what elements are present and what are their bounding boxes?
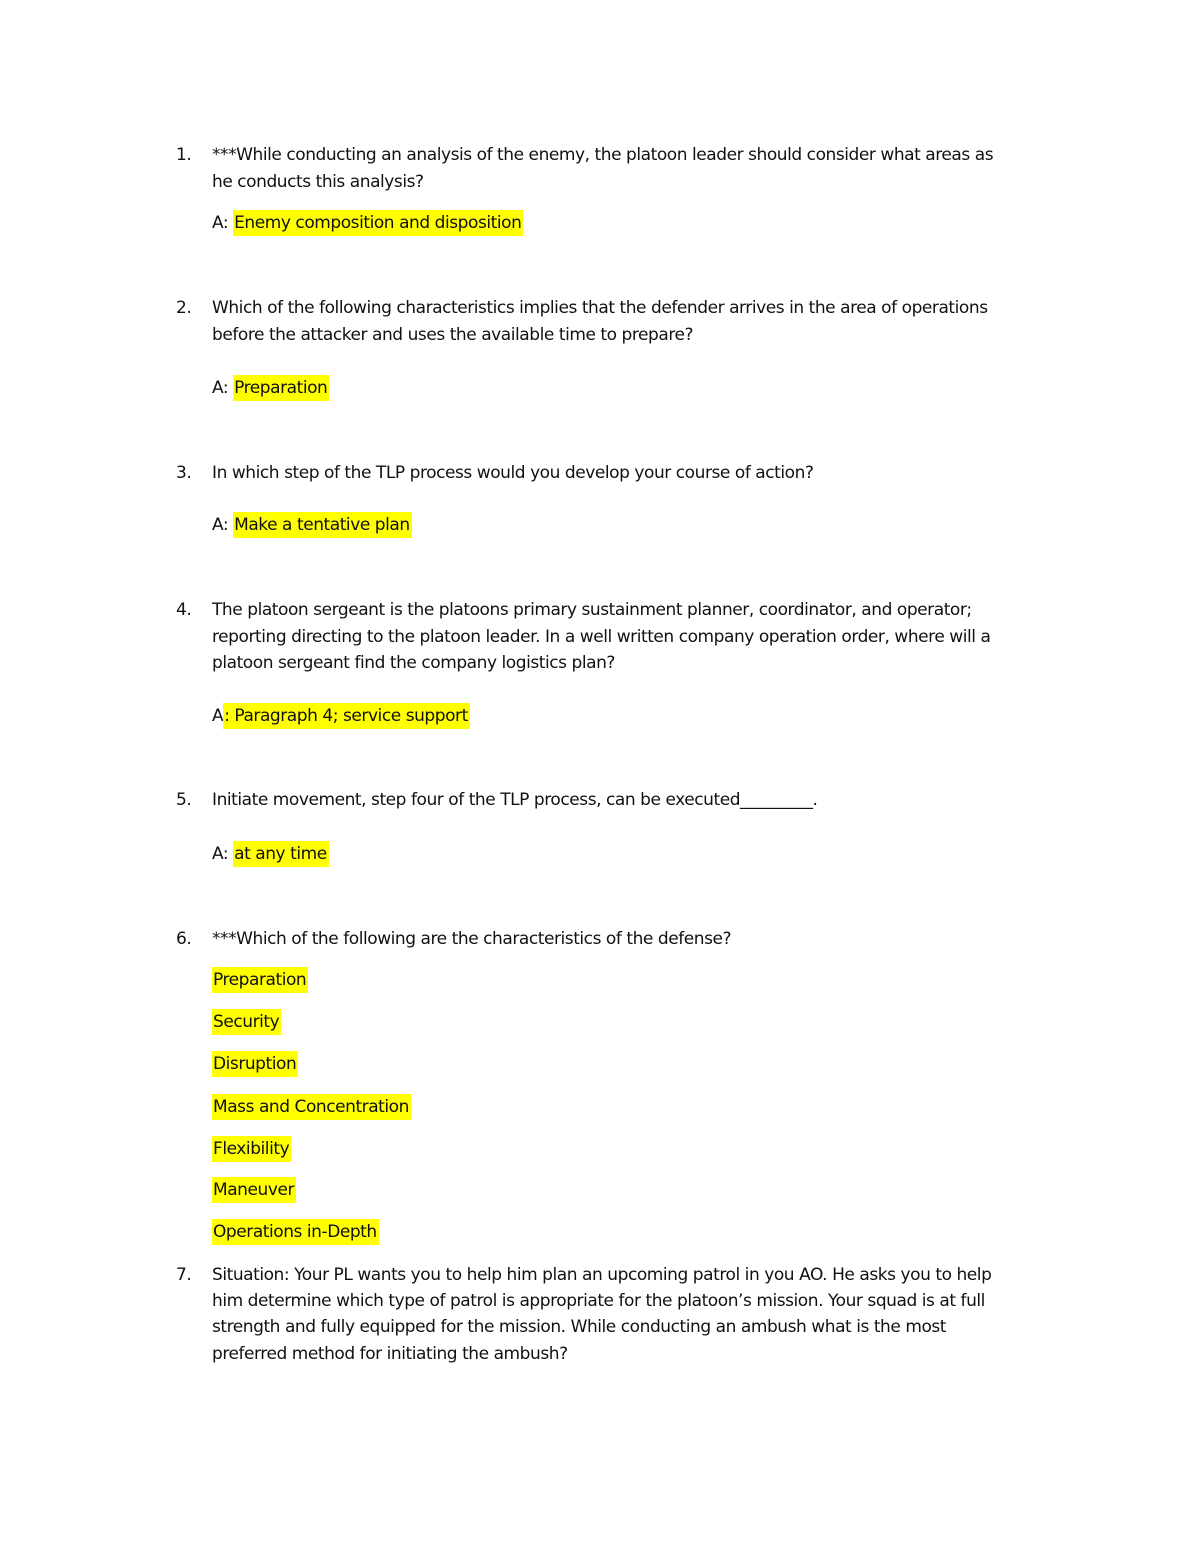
question-text-line: The platoon sergeant is the platoons primary sustainment planner, coordinator, and operator; [212,600,972,620]
highlighted-answer: Mass and Concentration [212,1094,411,1120]
question-text-line: strength and fully equipped for the mission. While conducting an ambush what is the most [212,1317,947,1337]
question-number: 2. [176,298,192,318]
answer-line [212,706,470,726]
question-text-line: reporting directing to the platoon leader. In a well written company operation order, where will a [212,627,991,647]
question-text-line: Which of the following characteristics implies that the defender arrives in the area of operations [212,298,988,318]
question-number: 3. [176,463,192,483]
question-text-line: Situation: Your PL wants you to help him plan an upcoming patrol in you AO. He asks you to help [212,1265,992,1285]
answer-item [212,1139,291,1159]
answer-line [212,515,412,535]
question-text-line: In which step of the TLP process would you develop your course of action? [212,463,814,483]
highlighted-answer: Preparation [233,375,329,401]
answer-prefix: A: [212,213,234,233]
question-text-line: preferred method for initiating the ambush? [212,1344,568,1364]
question-text-line: he conducts this analysis? [212,172,424,192]
question-text-line: him determine which type of patrol is appropriate for the platoon’s mission. Your squad is at full [212,1291,985,1311]
highlighted-answer: Flexibility [212,1136,291,1162]
question-number: 7. [176,1265,192,1285]
answer-item [212,1180,296,1200]
question-number: 5. [176,790,192,810]
answer-prefix: A [212,706,224,726]
answer-prefix: A: [212,515,234,535]
answer-prefix: A: [212,844,234,864]
question-text-line: ***While conducting an analysis of the enemy, the platoon leader should consider what areas as [212,145,994,165]
answer-item [212,1012,281,1032]
answer-prefix: A: [212,378,234,398]
question-number: 6. [176,929,192,949]
question-text-line: before the attacker and uses the available time to prepare? [212,325,694,345]
highlighted-answer: Security [212,1009,281,1035]
question-text-line: ***Which of the following are the characteristics of the defense? [212,929,732,949]
answer-line [212,378,329,398]
highlighted-answer: Preparation [212,967,308,993]
highlighted-answer: Make a tentative plan [233,512,412,538]
answer-item [212,1054,298,1074]
highlighted-answer: : Paragraph 4; service support [223,703,470,729]
highlighted-answer: Operations in-Depth [212,1219,379,1245]
question-text-line: platoon sergeant find the company logistics plan? [212,653,615,673]
question-text-line: Initiate movement, step four of the TLP process, can be executed_________. [212,790,818,810]
question-number: 1. [176,145,192,165]
highlighted-answer: Disruption [212,1051,298,1077]
answer-item [212,1097,411,1117]
answer-line [212,213,523,233]
answer-item [212,1222,379,1242]
highlighted-answer: at any time [233,841,329,867]
highlighted-answer: Enemy composition and disposition [233,210,523,236]
answer-item [212,970,308,990]
question-number: 4. [176,600,192,620]
answer-line [212,844,329,864]
highlighted-answer: Maneuver [212,1177,296,1203]
